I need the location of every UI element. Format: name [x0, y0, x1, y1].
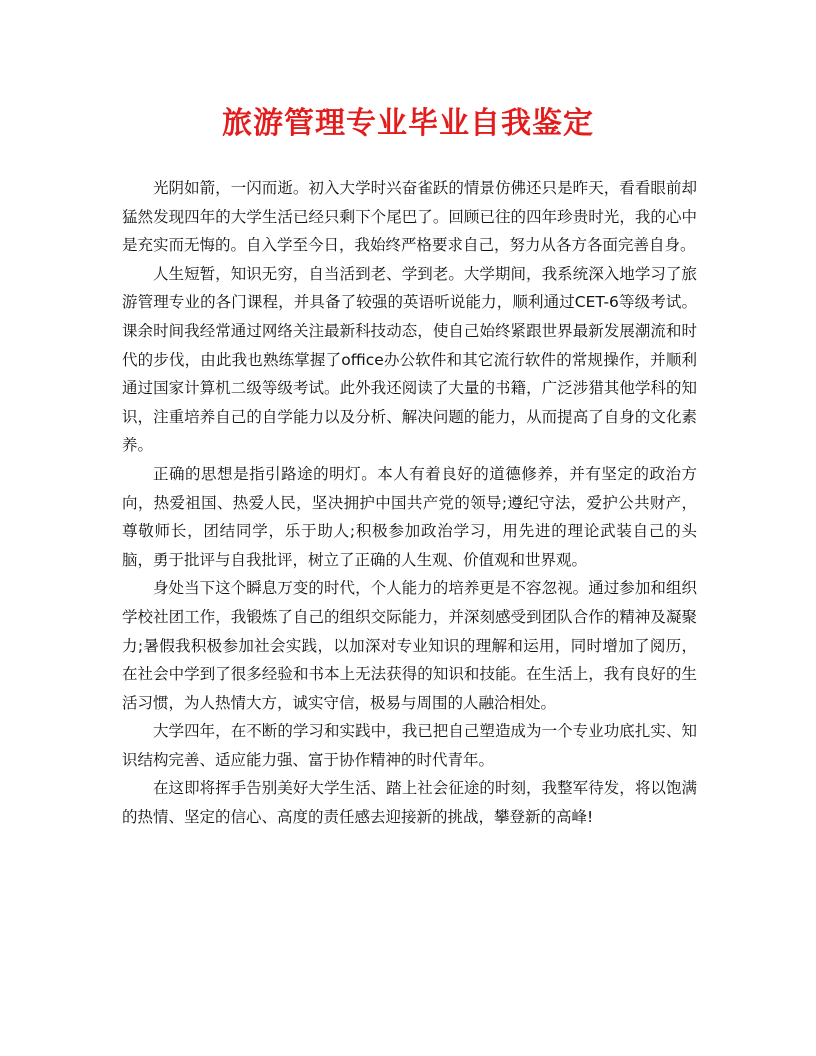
paragraph: 大学四年，在不断的学习和实践中，我已把自己塑造成为一个专业功底扎实、知识结构完善、适应能力强、富于协作精神的时代青年。: [122, 722, 697, 769]
paragraph: 正确的思想是指引路途的明灯。本人有着良好的道德修养，并有坚定的政治方向，热爱祖国、热爱人民，坚决拥护中国共产党的领导;遵纪守法，爱护公共财产，尊敬师长，团结同学，乐于助人;积极参加政治学习，用先进的理论武装自己的头脑，勇于批评与自我批评，树立了正确的人生观、价值观和世界观。: [122, 464, 697, 569]
paragraph: 在这即将挥手告别美好大学生活、踏上社会征途的时刻，我整军待发，将以饱满的热情、坚定的信心、高度的责任感去迎接新的挑战，攀登新的高峰!: [122, 779, 697, 827]
paragraph: 身处当下这个瞬息万变的时代，个人能力的培养更是不容忽视。通过参加和组织学校社团工作，我锻炼了自己的组织交际能力，并深刻感受到团队合作的精神及凝聚力;暑假我积极参加社会实践，以加深对专业知识的理解和运用，同时增加了阅历，在社会中学到了很多经验和书本上无法获得的知识和技能。在生活上，我有良好的生活习惯，为人热情大方，诚实守信，极易与周围的人融洽相处。: [122, 579, 697, 712]
document-title: 旅游管理专业毕业自我鉴定: [222, 106, 594, 141]
document-body: [122, 174, 697, 832]
paragraph: 光阴如箭，一闪而逝。初入大学时兴奋雀跃的情景仿佛还只是昨天，看看眼前却猛然发现四年的大学生活已经只剩下个尾巴了。回顾已往的四年珍贵时光，我的心中是充实而无悔的。自入学至今日，我始终严格要求自己，努力从各方各面完善自身。: [122, 179, 697, 255]
paragraph: 人生短暂，知识无穷，自当活到老、学到老。大学期间，我系统深入地学习了旅游管理专业的各门课程，并具备了较强的英语听说能力，顺利通过CET-6等级考试。课余时间我经常通过网络关注最新科技动态，使自己始终紧跟世界最新发展潮流和时代的步伐，由此我也熟练掌握了office办公软件和其它流行软件的常规操作，并顺利通过国家计算机二级等级考试。此外我还阅读了大量的书籍，广泛涉猎其他学科的知识，注重培养自己的自学能力以及分析、解决问题的能力，从而提高了自身的文化素养。: [122, 264, 697, 455]
